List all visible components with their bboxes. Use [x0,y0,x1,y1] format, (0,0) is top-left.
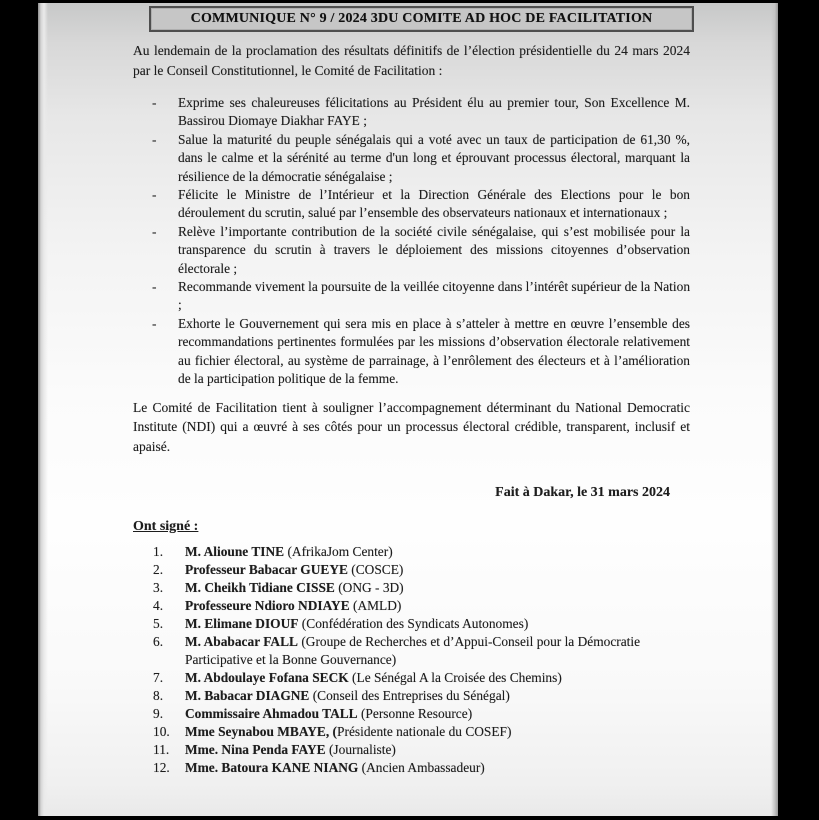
signatory-org: (AfrikaJom Center) [284,544,393,559]
signatory-name: Commissaire Ahmadou TALL [185,706,358,721]
signatory-number: 7. [153,670,164,685]
signatory-number: 10. [153,724,170,739]
signatory-name: Mme Seynabou MBAYE, ( [185,724,338,739]
signatory-org: Présidente nationale du COSEF) [337,724,512,739]
signatory-org: (Le Sénégal A la Croisée des Chemins) [348,670,562,685]
bullet-item: - Salue la maturité du peuple sénégalais qui a voté avec un taux de participation de 61,30 %, dans le calme et la sérénité au terme d'un long et éprouvant processus électoral, marquant la résilience de la démocratie sénégalaise ; [178,131,690,186]
closing-paragraph: Le Comité de Facilitation tient à souligner l’accompagnement déterminant du National Democratic Institute (NDI) qui a œuvré à ses côtés pour un processus électoral crédible, transparent, inclusif et apaisé. [133,399,690,454]
signatory-row [153,579,690,597]
signatory-org: (Journaliste) [325,742,396,757]
signatory-row [153,615,690,633]
signatory-row [153,741,690,759]
signatory-row [153,687,690,705]
signatory-name: Mme. Nina Penda FAYE [185,742,326,757]
bullet-item: - Recommande vivement la poursuite de la veillée citoyenne dans l’intérêt supérieur de la Nation ; [178,278,690,315]
signatory-org: (Confédération des Syndicats Autonomes) [298,616,529,631]
signatory-name: Professeur Babacar GUEYE [185,562,348,577]
signatory-name: M. Alioune TINE [185,544,285,559]
signatory-row [153,597,690,615]
signatory-row [153,723,690,741]
intro-paragraph: Au lendemain de la proclamation des résultats définitifs de l’élection présidentielle du 24 mars 2024 par le Conseil Constitutionnel, le Comité de Facilitation : [133,43,690,78]
signatory-number: 11. [153,742,170,757]
signatory-row [153,561,690,579]
signatory-number: 8. [153,688,164,703]
signatory-number: 1. [153,544,164,559]
signatory-name: M. Cheikh Tidiane CISSE [185,580,335,595]
bullet-list [133,94,690,389]
document-content [133,3,690,777]
signatories-list [133,543,690,777]
signatory-row [153,759,690,777]
signed-heading: Ont signé : [133,519,199,534]
bullet-item: - Exprime ses chaleureuses félicitations au Président élu au premier tour, Son Excellence M. Bassirou Diomaye Diakhar FAYE ; [178,94,690,131]
signatory-org: (AMLD) [349,598,402,613]
signatory-name: Mme. Batoura KANE NIANG [185,760,359,775]
signatory-number: 9. [153,706,164,721]
signatory-number: 4. [153,598,164,613]
signatory-name: M. Babacar DIAGNE [185,688,310,703]
signatory-row [153,669,690,687]
signatory-org: (ONG - 3D) [334,580,404,595]
signatory-row [153,705,690,723]
communique-title-box [149,6,694,32]
dateline: Fait à Dakar, le 31 mars 2024 [495,485,670,500]
signatory-org: (COSCE) [347,562,404,577]
bullet-item: - Félicite le Ministre de l’Intérieur et la Direction Générale des Elections pour le bon déroulement du scrutin, salué par l’ensemble des observateurs nationaux et internationaux ; [178,186,690,223]
signatory-row [153,543,690,561]
signatory-number: 2. [153,562,164,577]
signatory-org: (Groupe de Recherches et d’Appui-Conseil pour la Démocratie Participative et la Bonne Gouvernance) [185,634,641,667]
signatory-number: 12. [153,760,170,775]
signatory-name: M. Ababacar FALL [185,634,298,649]
signatory-number: 6. [153,634,164,649]
signatory-name: Professeure Ndioro NDIAYE [185,598,350,613]
signatory-org: (Personne Resource) [357,706,473,721]
signatory-org: (Conseil des Entreprises du Sénégal) [309,688,510,703]
signatory-number: 5. [153,616,164,631]
signatory-org: (Ancien Ambassadeur) [358,760,485,775]
communique-title: COMMUNIQUE N° 9 / 2024 3DU COMITE AD HOC DE FACILITATION [190,11,653,26]
document-page [38,3,778,816]
bullet-item: - Exhorte le Gouvernement qui sera mis en place à s’atteler à mettre en œuvre l’ensemble des recommandations pertinentes formulées par les missions d’observation électorale relativement au fichier électoral, au système de parrainage, à l’enrôlement des électeurs et à l’amélioration de la participation politique de la femme. [178,315,690,389]
signatory-name: M. Abdoulaye Fofana SECK [185,670,349,685]
signatory-row [153,633,690,669]
bullet-item: - Relève l’importante contribution de la société civile sénégalaise, qui s’est mobilisée pour la transparence du scrutin à travers le déploiement des missions citoyennes d’observation électorale ; [178,223,690,278]
signatory-name: M. Elimane DIOUF [185,616,299,631]
signatory-number: 3. [153,580,164,595]
